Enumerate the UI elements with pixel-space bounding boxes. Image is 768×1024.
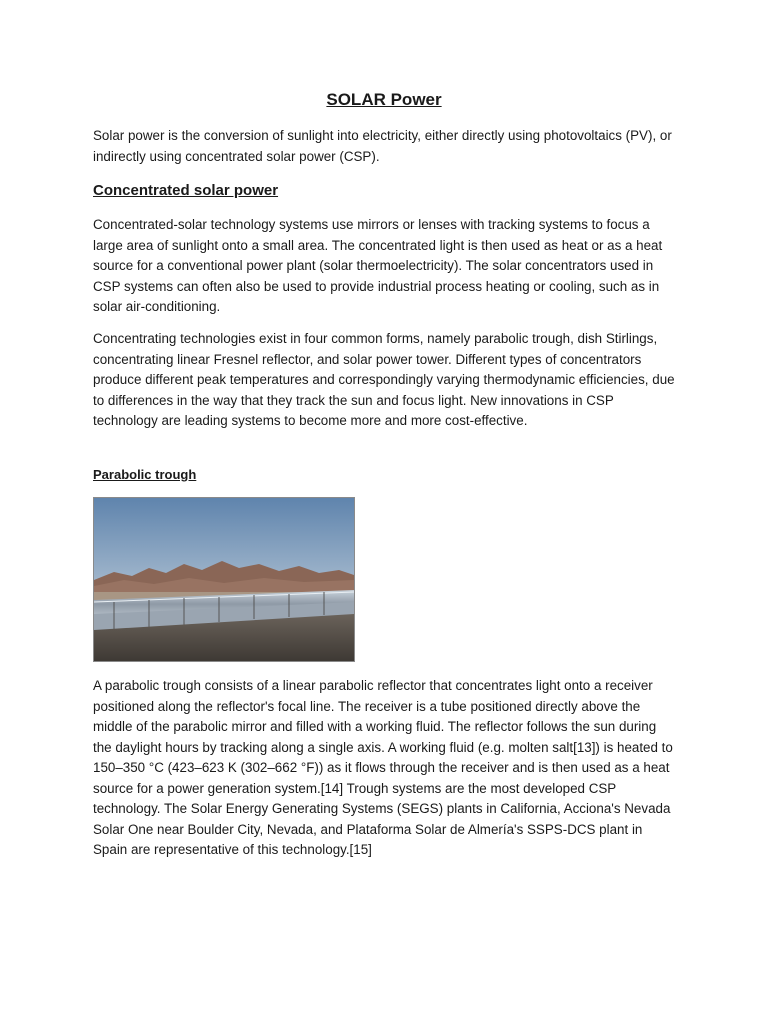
section-heading: Concentrated solar power <box>93 182 279 199</box>
csp-paragraph-2: Concentrating technologies exist in four common forms, namely parabolic trough, dish Stirlings, concentrating linear Fresnel reflector, and solar power tower. Different types of concentrators produce different peak temperatures and correspondingly varying thermodynamic efficiencies, due to differences in the way that they track the sun and focus light. New innovations in CSP technology are leading systems to become more and more cost-effective. <box>93 331 675 428</box>
subsection-heading: Parabolic trough <box>93 467 197 482</box>
intro-paragraph: Solar power is the conversion of sunlight into electricity, either directly using photovoltaics (PV), or indirectly using concentrated solar power (CSP). <box>93 128 672 164</box>
trough-paragraph: A parabolic trough consists of a linear parabolic reflector that concentrates light onto a receiver positioned along the reflector's focal line. The receiver is a tube positioned directly above the middle of the parabolic mirror and filled with a working fluid. The reflector follows the sun during the daylight hours by tracking along a single axis. A working fluid (e.g. molten salt[13]) is heated to 150–350 °C (423–623 K (302–662 °F)) as it flows through the receiver and is then used as a heat source for a power generation system.[14] Trough systems are the most developed CSP technology. The Solar Energy Generating Systems (SEGS) plants in California, Acciona's Nevada Solar One near Boulder City, Nevada, and Plataforma Solar de Almería's SSPS-DCS plant in Spain are representative of this technology.[15] <box>93 678 673 857</box>
parabolic-trough-photo <box>93 497 355 662</box>
csp-paragraph-1: Concentrated-solar technology systems use mirrors or lenses with tracking systems to focus a large area of sunlight onto a small area. The concentrated light is then used as heat or as a heat source for a conventional power plant (solar thermoelectricity). The solar concentrators used in CSP systems can often also be used to provide industrial process heating or cooling, such as in solar air-conditioning. <box>93 217 663 314</box>
document-title: SOLAR Power <box>326 90 442 109</box>
